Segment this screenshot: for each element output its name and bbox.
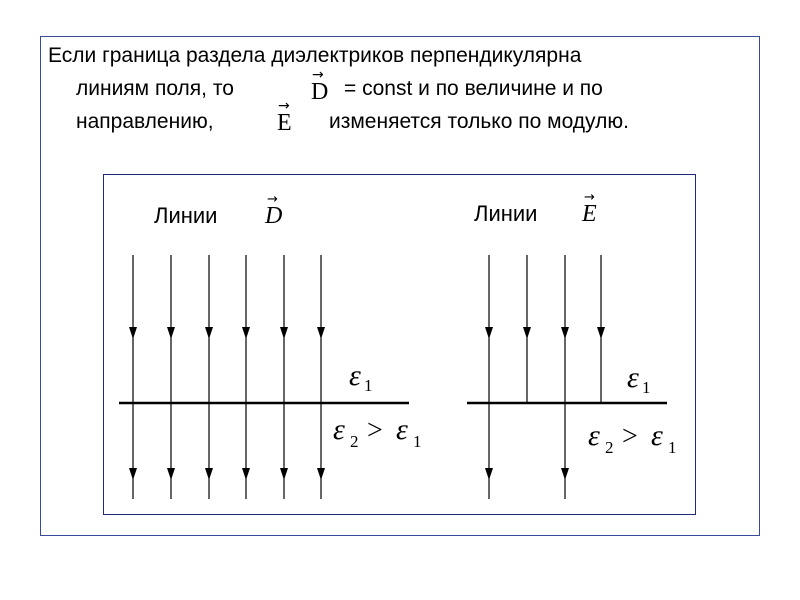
arrowhead-icon <box>523 327 531 339</box>
left-eps1-label <box>349 359 373 395</box>
arrowhead-icon <box>205 327 213 339</box>
svg-text:ε: ε <box>349 359 361 392</box>
svg-text:1: 1 <box>364 376 373 395</box>
text-line-3-start: направлению, <box>76 110 214 133</box>
arrowhead-icon <box>280 327 288 339</box>
right-panel-label-vector: E <box>582 201 597 227</box>
svg-text:ε: ε <box>333 413 345 446</box>
left-field-lines <box>133 255 321 499</box>
svg-text:ε: ε <box>651 419 663 452</box>
left-panel-label-word: Линии <box>154 203 218 228</box>
svg-text:ε: ε <box>396 413 408 446</box>
vector-arrow-icon: → <box>278 98 290 114</box>
arrowhead-icon <box>167 468 175 480</box>
arrowhead-icon <box>242 468 250 480</box>
svg-text:2: 2 <box>605 438 614 457</box>
arrowhead-icon <box>485 468 493 480</box>
text-line-2-start: линиям поля, то <box>76 77 234 100</box>
arrowhead-icon <box>205 468 213 480</box>
left-panel-label-vector: D <box>265 203 283 229</box>
text-line-1: Если граница раздела диэлектриков перпендикулярна <box>48 44 582 67</box>
figure-frame <box>103 174 696 515</box>
arrowhead-icon <box>242 327 250 339</box>
left-eps-relation-label <box>333 413 422 451</box>
vector-e-letter: E <box>277 110 292 136</box>
arrowhead-icon <box>561 468 569 480</box>
text-line-3-end: изменяется только по модулю. <box>329 110 629 133</box>
svg-text:1: 1 <box>642 378 651 397</box>
right-eps1-label <box>627 361 651 397</box>
vector-d-symbol <box>311 67 329 105</box>
right-vector-arrow-icon: → <box>584 190 595 205</box>
arrowhead-icon <box>280 468 288 480</box>
svg-text:ε: ε <box>588 419 600 452</box>
arrowhead-icon <box>129 327 137 339</box>
right-eps-relation-label <box>588 419 677 457</box>
right-field-lines <box>489 255 601 499</box>
vector-d-letter: D <box>311 79 329 105</box>
text-line-2-end: = const и по величине и по <box>344 77 603 100</box>
vector-arrow-icon: → <box>312 67 324 83</box>
arrowhead-icon <box>317 327 325 339</box>
arrowhead-icon <box>129 468 137 480</box>
field-lines-diagram <box>104 175 695 514</box>
vector-e-symbol <box>277 98 292 136</box>
svg-text:2: 2 <box>350 432 359 451</box>
svg-text:>: > <box>622 421 638 452</box>
arrowhead-icon <box>317 468 325 480</box>
right-panel-label-word: Линии <box>474 201 538 226</box>
arrowhead-icon <box>597 327 605 339</box>
arrowhead-icon <box>485 327 493 339</box>
svg-text:>: > <box>367 415 383 446</box>
svg-text:1: 1 <box>668 438 677 457</box>
arrowhead-icon <box>167 327 175 339</box>
arrowhead-icon <box>561 327 569 339</box>
svg-text:ε: ε <box>627 361 639 394</box>
svg-text:1: 1 <box>413 432 422 451</box>
left-vector-arrow-icon: → <box>267 192 278 207</box>
